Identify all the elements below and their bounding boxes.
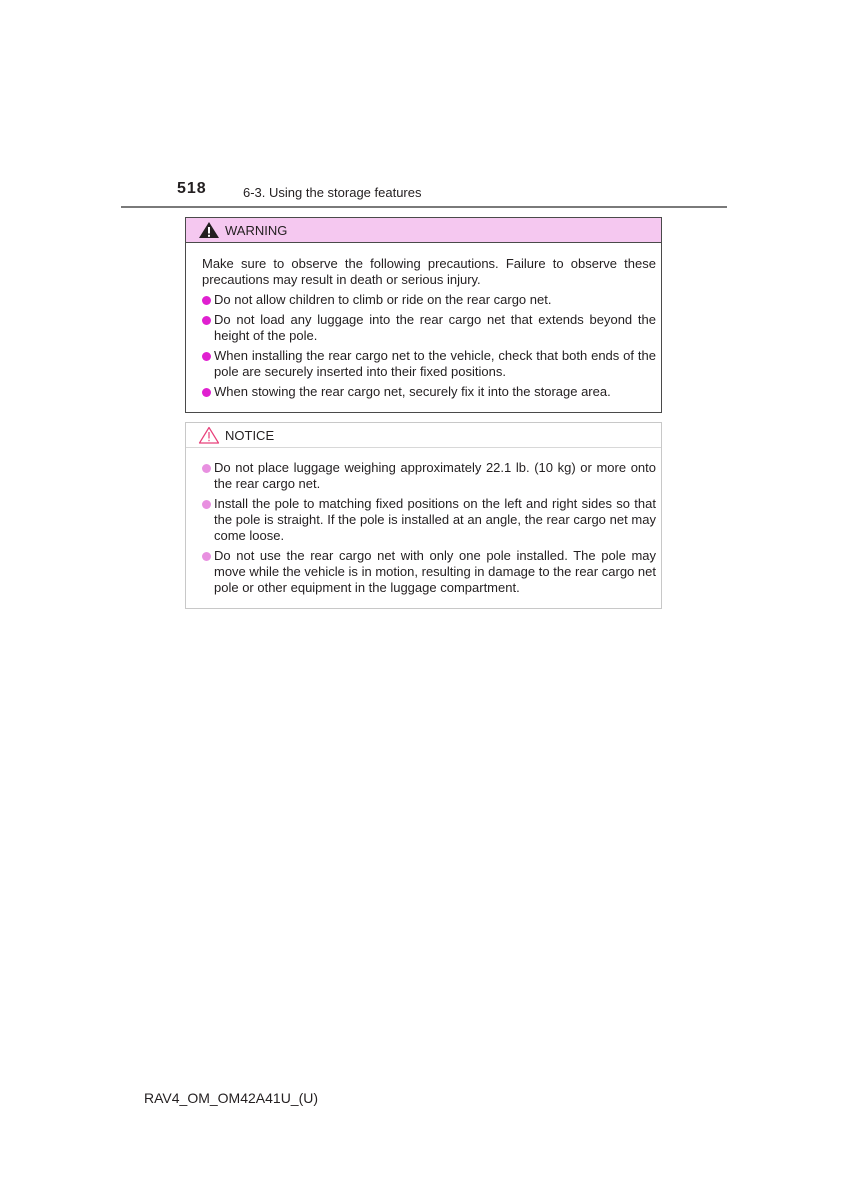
warning-item-text: When stowing the rear cargo net, securely fix it into the storage area. bbox=[214, 384, 611, 399]
warning-header bbox=[186, 218, 661, 243]
bullet-icon bbox=[202, 552, 211, 561]
bullet-icon bbox=[202, 316, 211, 325]
notice-body bbox=[186, 448, 661, 596]
warning-item bbox=[202, 384, 656, 400]
notice-item-text: Do not use the rear cargo net with only one pole installed. The pole may move while the vehicle is in motion, resulting in damage to the rear cargo net pole or other equipment in the luggage compartment. bbox=[214, 548, 656, 595]
notice-item bbox=[202, 496, 656, 544]
bullet-icon bbox=[202, 500, 211, 509]
section-title: 6-3. Using the storage features bbox=[243, 185, 422, 200]
page-number: 518 bbox=[177, 180, 207, 197]
notice-box bbox=[185, 422, 662, 609]
bullet-icon bbox=[202, 352, 211, 361]
notice-item bbox=[202, 460, 656, 492]
warning-item bbox=[202, 312, 656, 344]
warning-box bbox=[185, 217, 662, 413]
warning-item-text: Do not load any luggage into the rear cargo net that extends beyond the height of the pole. bbox=[214, 312, 656, 343]
warning-title: WARNING bbox=[225, 222, 288, 238]
warning-body bbox=[186, 243, 661, 400]
notice-header bbox=[186, 423, 661, 448]
warning-intro: Make sure to observe the following precautions. Failure to observe these precautions may result in death or serious injury. bbox=[202, 256, 656, 287]
warning-item bbox=[202, 348, 656, 380]
warning-item bbox=[202, 292, 656, 308]
warning-item-text: Do not allow children to climb or ride on the rear cargo net. bbox=[214, 292, 552, 307]
bullet-icon bbox=[202, 388, 211, 397]
notice-triangle-icon bbox=[198, 426, 220, 444]
bullet-icon bbox=[202, 296, 211, 305]
header-rule bbox=[121, 206, 727, 208]
footer-code: RAV4_OM_OM42A41U_(U) bbox=[144, 1090, 319, 1106]
bullet-icon bbox=[202, 464, 211, 473]
notice-item bbox=[202, 548, 656, 596]
notice-item-text: Install the pole to matching fixed positions on the left and right sides so that the pole is straight. If the pole is installed at an angle, the rear cargo net may come loose. bbox=[214, 496, 656, 543]
warning-item-text: When installing the rear cargo net to the vehicle, check that both ends of the pole are securely inserted into their fixed positions. bbox=[214, 348, 656, 379]
warning-triangle-icon bbox=[198, 221, 220, 239]
notice-item-text: Do not place luggage weighing approximately 22.1 lb. (10 kg) or more onto the rear cargo net. bbox=[214, 460, 656, 491]
notice-title: NOTICE bbox=[225, 427, 275, 443]
